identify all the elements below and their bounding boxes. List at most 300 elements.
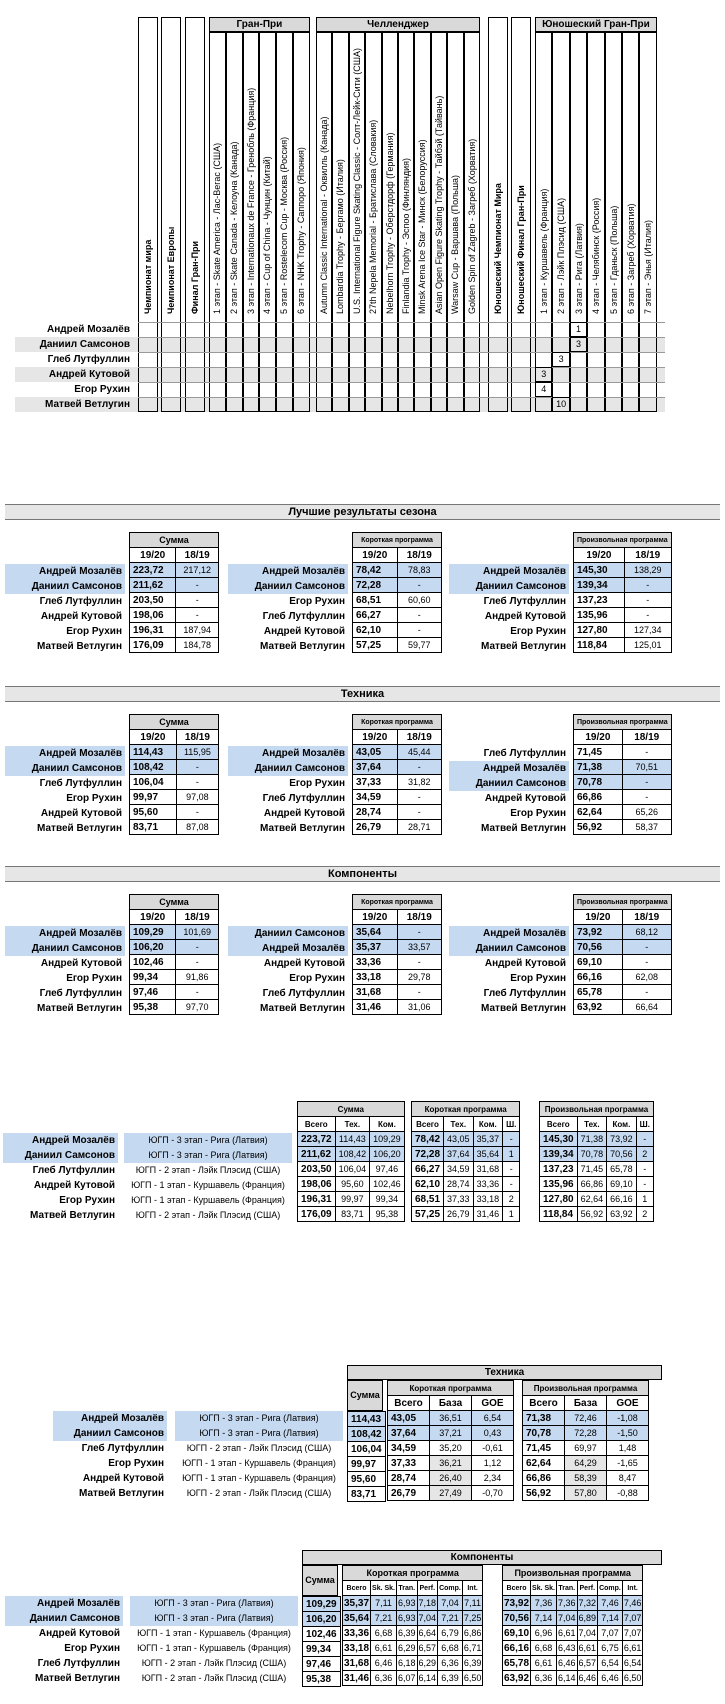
detail3-value: 6,93 <box>397 1611 418 1626</box>
skater-name: Глеб Лутфуллин <box>262 988 345 999</box>
detail-value: 69,10 <box>607 1177 637 1192</box>
detail3-col-label: Sk. Sk. <box>531 1581 557 1596</box>
score-current: 95,38 <box>130 1000 176 1015</box>
score-previous: - <box>176 985 219 1000</box>
score-previous: - <box>176 760 218 775</box>
detail3-value: 6,29 <box>417 1656 438 1671</box>
detail3-col-label: Int. <box>462 1581 483 1596</box>
event-name: ЮГП - 1 этап - Куршавель (Франция) <box>137 1628 291 1638</box>
detail3-value: 6,14 <box>417 1671 438 1686</box>
detail3-value: 6,96 <box>531 1626 557 1641</box>
score-current: 43,05 <box>353 745 398 760</box>
detail2-value: -1,50 <box>607 1426 649 1441</box>
detail-value: 26,79 <box>444 1207 474 1222</box>
detail3-sum-value: 102,46 <box>303 1627 341 1642</box>
detail2-value: 0,43 <box>472 1426 514 1441</box>
score-previous: 138,29 <box>624 563 671 578</box>
column-single-2-label: Финал Гран-При <box>190 240 200 314</box>
score-current: 95,60 <box>130 805 177 820</box>
detail2-value: 26,40 <box>430 1471 472 1486</box>
detail3-value: 6,57 <box>577 1656 598 1671</box>
detail3-col-label: Comp. <box>438 1581 463 1596</box>
detail3-value: 7,04 <box>577 1626 598 1641</box>
detail2-group-header: Короткая программа <box>388 1381 514 1396</box>
season-row <box>574 910 672 925</box>
table-row <box>353 970 442 985</box>
skater-name: Егор Рухин <box>510 808 566 819</box>
season-row <box>353 730 442 745</box>
detail-value: 33,36 <box>473 1177 503 1192</box>
detail3-sum-row <box>303 1657 341 1672</box>
column-event-1-7-label: Asian Open Figure Skating Trophy - Тайбэй (Тайвань) <box>433 95 444 314</box>
detail3-sum-row <box>303 1627 341 1642</box>
score-previous: 31,82 <box>397 775 442 790</box>
detail-value: 37,33 <box>444 1192 474 1207</box>
detail3-sum-row <box>303 1642 341 1657</box>
detail3-value: 6,07 <box>397 1671 418 1686</box>
detail3-value: 6,68 <box>371 1626 397 1641</box>
score-previous: 59,77 <box>397 638 442 653</box>
season-row <box>130 548 219 563</box>
detail-value: 137,23 <box>540 1162 578 1177</box>
skater-name: Матвей Ветлугин <box>260 641 345 652</box>
detail2-value: 71,45 <box>523 1441 565 1456</box>
detail2-sum-value: 83,71 <box>348 1487 386 1502</box>
season-label: 18/19 <box>397 910 442 925</box>
skater-name: Андрей Кутовой <box>484 958 566 969</box>
season-label: 19/20 <box>353 730 398 745</box>
score-previous: - <box>397 623 442 638</box>
detail3-value: 7,46 <box>622 1596 643 1611</box>
place-cell: 3 <box>570 337 587 352</box>
score-previous: - <box>397 925 442 940</box>
score-current: 198,06 <box>130 608 176 623</box>
place-cell: 1 <box>570 322 587 337</box>
score-previous: - <box>176 608 219 623</box>
detail3-value: 6,54 <box>622 1656 643 1671</box>
score-previous: 97,70 <box>176 1000 219 1015</box>
detail2-value: 8,47 <box>607 1471 649 1486</box>
detail3-sum-value: 97,46 <box>303 1657 341 1672</box>
event-name: ЮГП - 2 этап - Лэйк Плэсид (США) <box>141 1658 287 1668</box>
skater-name: Андрей Кутовой <box>263 958 345 969</box>
score-previous: - <box>622 955 671 970</box>
season-label: 19/20 <box>130 910 176 925</box>
detail-value: 62,64 <box>577 1192 607 1207</box>
detail2-sub-row <box>523 1396 649 1411</box>
detail2-value: 35,20 <box>430 1441 472 1456</box>
detail-col-label: Ком. <box>370 1117 405 1132</box>
detail2-row <box>523 1411 649 1426</box>
column-event-2-6-label: 7 этап - Энья (Италия) <box>643 220 654 314</box>
score-previous: 28,71 <box>397 820 442 835</box>
detail-group-header: Короткая программа <box>412 1102 520 1117</box>
score-previous: 101,69 <box>176 925 219 940</box>
table-row <box>574 760 672 775</box>
detail-group-header: Сумма <box>298 1102 405 1117</box>
detail3-value: 6,68 <box>531 1641 557 1656</box>
table-row <box>574 925 672 940</box>
detail3-value: 6,61 <box>371 1641 397 1656</box>
season-label: 18/19 <box>176 910 219 925</box>
skater-name: Даниил Самсонов <box>5 761 125 776</box>
detail-value: - <box>636 1177 653 1192</box>
table-row <box>130 608 219 623</box>
detail-row <box>540 1177 654 1192</box>
detail-row <box>298 1207 405 1222</box>
detail2-sub-row <box>388 1396 514 1411</box>
detail-value: 114,43 <box>335 1132 370 1147</box>
season-table <box>129 532 219 653</box>
table-row <box>353 638 442 653</box>
detail3-value: 6,14 <box>557 1671 578 1686</box>
detail3-value: 6,93 <box>397 1596 418 1611</box>
detail-header-row <box>540 1102 654 1117</box>
detail2-sum-value: 99,97 <box>348 1457 386 1472</box>
detail3-value: 6,79 <box>438 1626 463 1641</box>
season-label: 18/19 <box>397 730 442 745</box>
score-previous: - <box>176 955 219 970</box>
detail3-value: 33,18 <box>344 1642 370 1654</box>
score-current: 57,25 <box>353 638 398 653</box>
detail3-value: 7,04 <box>417 1611 438 1626</box>
detail2-value: 62,64 <box>523 1456 565 1471</box>
skater-name: Егор Рухин <box>510 626 566 637</box>
score-previous: - <box>397 760 442 775</box>
table-row <box>130 563 219 578</box>
skater-name: Андрей Мозалёв <box>3 1133 118 1148</box>
score-current: 34,59 <box>353 790 398 805</box>
score-current: 99,97 <box>130 790 177 805</box>
detail2-group-header: Произвольная программа <box>523 1381 649 1396</box>
detail-row <box>540 1132 654 1147</box>
skater-name: Даниил Самсонов <box>228 761 348 776</box>
table-row <box>130 578 219 593</box>
season-label: 19/20 <box>574 548 625 563</box>
detail-row <box>540 1207 654 1222</box>
row-line <box>138 382 665 383</box>
skater-name: Даниил Самсонов <box>449 941 569 956</box>
table-row <box>574 623 672 638</box>
score-current: 37,64 <box>353 760 398 775</box>
detail2-sum-row <box>348 1472 386 1487</box>
table-row <box>353 760 442 775</box>
detail3-value: 6,46 <box>557 1656 578 1671</box>
detail-header-row <box>298 1102 405 1117</box>
skater-name: Андрей Мозалёв <box>5 926 125 941</box>
table-header-row <box>353 533 442 548</box>
detail2-value: 37,64 <box>388 1426 430 1441</box>
skater-name: Андрей Мозалёв <box>228 564 348 579</box>
table-row <box>574 608 672 623</box>
detail3-value: 6,46 <box>371 1656 397 1671</box>
detail2-value: 27,49 <box>430 1486 472 1501</box>
skater-name: Даниил Самсонов <box>5 941 125 956</box>
season-label: 18/19 <box>622 730 671 745</box>
column-event-2-0-label: 1 этап - Куршавель (Франция) <box>539 188 549 314</box>
detail3-row <box>503 1656 643 1671</box>
column-event-1-5-label: Finlandia Trophy - Эспоо (Финляндия) <box>401 158 411 314</box>
score-previous: - <box>397 578 442 593</box>
season-row <box>353 910 442 925</box>
detail3-sum-row <box>303 1612 341 1627</box>
score-previous: 60,60 <box>397 593 442 608</box>
column-event-1-9-label: Golden Spin of Zagreb - Загреб (Хорватия) <box>466 138 477 314</box>
skater-name: Андрей Мозалёв <box>5 564 125 579</box>
score-previous: 68,12 <box>622 925 671 940</box>
detail-value: 34,59 <box>444 1162 474 1177</box>
detail-col-label: Тех. <box>577 1117 607 1132</box>
score-current: 26,79 <box>353 820 398 835</box>
detail-value: 66,86 <box>577 1177 607 1192</box>
column-event-0-2-label: 3 этап - Internationaux de France - Гренобль (Франция) <box>245 87 256 314</box>
score-previous: - <box>624 608 671 623</box>
table-row <box>130 820 219 835</box>
detail3-value: 66,16 <box>504 1642 530 1654</box>
score-previous: 184,78 <box>176 638 219 653</box>
detail-row <box>540 1147 654 1162</box>
score-previous: 62,08 <box>622 970 671 985</box>
season-table <box>129 714 219 835</box>
column-event-0-3-label: 4 этап - Cup of China - Чунцин (Китай) <box>262 156 273 314</box>
score-current: 56,92 <box>574 820 623 835</box>
event-name: ЮГП - 3 этап - Рига (Латвия) <box>124 1133 292 1148</box>
skater-name: Матвей Ветлугин <box>37 823 122 834</box>
score-previous: 97,08 <box>176 790 218 805</box>
season-label: 18/19 <box>624 548 671 563</box>
detail-value: 99,97 <box>335 1192 370 1207</box>
event-name: ЮГП - 3 этап - Рига (Латвия) <box>130 1596 298 1611</box>
detail-value: 109,29 <box>370 1132 405 1147</box>
season-label: 19/20 <box>353 910 398 925</box>
detail2-sum-value: 106,04 <box>348 1442 386 1457</box>
detail3-col-label: Tran. <box>557 1581 578 1596</box>
detail-col-label: Ком. <box>473 1117 503 1132</box>
detail3-col-label: Tran. <box>397 1581 418 1596</box>
row-line <box>138 352 665 353</box>
detail-value: - <box>503 1177 520 1192</box>
score-previous: - <box>622 985 671 1000</box>
score-previous: 87,08 <box>176 820 218 835</box>
detail3-value: 7,14 <box>531 1611 557 1626</box>
season-row <box>130 730 219 745</box>
score-previous: 127,34 <box>624 623 671 638</box>
event-name: ЮГП - 1 этап - Куршавель (Франция) <box>137 1643 291 1653</box>
detail-value: 73,92 <box>607 1132 637 1147</box>
detail3-value: 6,46 <box>598 1671 623 1686</box>
detail3-row <box>343 1656 483 1671</box>
detail2-col-label: GOE <box>607 1396 649 1411</box>
table-row <box>130 955 219 970</box>
detail3-row <box>343 1641 483 1656</box>
detail3-value: 6,39 <box>462 1656 483 1671</box>
skater-name: Матвей Ветлугин <box>481 641 566 652</box>
score-current: 69,10 <box>574 955 623 970</box>
season-table <box>352 714 442 835</box>
skater-name: Андрей Кутовой <box>82 1473 164 1484</box>
detail3-row <box>343 1626 483 1641</box>
detail3-value: 7,21 <box>371 1611 397 1626</box>
score-previous: 91,86 <box>176 970 219 985</box>
table-header-row <box>574 895 672 910</box>
detail3-row <box>503 1611 643 1626</box>
detail2-row <box>388 1471 514 1486</box>
event-name: ЮГП - 2 этап - Лэйк Плэсид (США) <box>141 1673 287 1683</box>
skater-name: Андрей Кутовой <box>38 1628 120 1639</box>
detail-value: 78,42 <box>412 1132 444 1147</box>
table-row <box>353 955 442 970</box>
table-row <box>574 775 672 790</box>
skater-name: Андрей Мозалёв <box>228 941 348 956</box>
score-current: 78,42 <box>353 563 398 578</box>
skater-name: Егор Рухин <box>66 793 122 804</box>
column-event-2-4-label: 5 этап - Гданьск (Польша) <box>608 205 619 314</box>
detail3-value: 6,61 <box>531 1656 557 1671</box>
score-previous: - <box>176 593 219 608</box>
skater-name: Андрей Кутовой <box>263 808 345 819</box>
score-current: 118,84 <box>574 638 625 653</box>
score-current: 70,78 <box>574 775 623 790</box>
detail3-sum-row <box>303 1597 341 1612</box>
detail-row <box>298 1132 405 1147</box>
table-row <box>353 925 442 940</box>
table-row <box>574 745 672 760</box>
detail-value: 71,38 <box>577 1132 607 1147</box>
detail-row <box>540 1162 654 1177</box>
score-current: 63,92 <box>574 1000 623 1015</box>
detail3-value: 73,92 <box>504 1597 530 1609</box>
score-previous: - <box>622 775 671 790</box>
detail-value: 31,68 <box>473 1162 503 1177</box>
column-event-2-2-label: 3 этап - Рига (Латвия) <box>573 223 584 314</box>
score-previous: - <box>622 745 671 760</box>
skater-name: Андрей Кутовой <box>33 1180 115 1191</box>
season-table <box>352 532 442 653</box>
detail3-value: 6,89 <box>577 1611 598 1626</box>
detail-value: 106,04 <box>335 1162 370 1177</box>
detail2-row <box>388 1486 514 1501</box>
detail-value: 43,05 <box>444 1132 474 1147</box>
detail-group-header: Произвольная программа <box>540 1102 654 1117</box>
score-current: 73,92 <box>574 925 623 940</box>
detail3-sub-row <box>343 1581 483 1596</box>
skater-name: Матвей Ветлугин <box>79 1488 164 1499</box>
detail2-value: 28,74 <box>388 1471 430 1486</box>
group-header-1: Челленджер <box>316 17 480 32</box>
table-header: Произвольная программа <box>574 533 672 548</box>
skater-name: Егор Рухин <box>510 973 566 984</box>
skater-name: Егор Рухин <box>66 973 122 984</box>
detail-value: 2 <box>636 1207 653 1222</box>
table-row <box>353 608 442 623</box>
season-label: 18/19 <box>397 548 442 563</box>
detail2-value: 66,86 <box>523 1471 565 1486</box>
place-cell: 4 <box>535 382 552 397</box>
detail2-col-label: База <box>430 1396 472 1411</box>
score-current: 83,71 <box>130 820 177 835</box>
detail3-value: 31,46 <box>344 1672 370 1684</box>
detail3-sum-table <box>302 1596 341 1687</box>
season-table <box>573 532 672 653</box>
skater-name: Даниил Самсонов <box>449 579 569 594</box>
detail3-sum-value: 109,29 <box>303 1597 341 1612</box>
detail3-value: 7,36 <box>531 1596 557 1611</box>
detail-sub-row <box>540 1117 654 1132</box>
detail-row <box>298 1147 405 1162</box>
group-header-2: Юношеский Гран-При <box>535 17 657 32</box>
table-row <box>353 940 442 955</box>
event-name: ЮГП - 1 этап - Куршавель (Франция) <box>182 1473 336 1483</box>
detail2-value: -0,61 <box>472 1441 514 1456</box>
detail3-value: 6,36 <box>531 1671 557 1686</box>
detail2-sum-row <box>348 1457 386 1472</box>
detail3-row <box>343 1611 483 1626</box>
score-current: 33,36 <box>353 955 398 970</box>
detail-row <box>298 1177 405 1192</box>
detail-value: 145,30 <box>540 1132 578 1147</box>
detail2-value: -1,65 <box>607 1456 649 1471</box>
table-row <box>353 623 442 638</box>
detail2-col-label: Всего <box>388 1396 430 1411</box>
score-current: 35,37 <box>353 940 398 955</box>
table-header: Сумма <box>130 533 219 548</box>
detail3-value: 6,46 <box>577 1671 598 1686</box>
score-current: 62,64 <box>574 805 623 820</box>
event-name: ЮГП - 3 этап - Рига (Латвия) <box>130 1611 298 1626</box>
detail3-value: 6,75 <box>598 1641 623 1656</box>
detail3-value: 7,04 <box>438 1596 463 1611</box>
detail-header-row <box>412 1102 520 1117</box>
detail3-value: 7,25 <box>462 1611 483 1626</box>
detail3-value: 6,50 <box>462 1671 483 1686</box>
detail-value: 63,92 <box>607 1207 637 1222</box>
season-table <box>129 894 219 1015</box>
table-row <box>353 745 442 760</box>
detail-value: 196,31 <box>298 1192 336 1207</box>
detail-value: 72,28 <box>412 1147 444 1162</box>
detail2-value: 36,21 <box>430 1456 472 1471</box>
detail2-sum-row <box>348 1442 386 1457</box>
score-current: 127,80 <box>574 623 625 638</box>
skater-name: Андрей Мозалёв <box>449 761 569 776</box>
score-current: 135,96 <box>574 608 625 623</box>
score-current: 66,16 <box>574 970 623 985</box>
table-row <box>574 593 672 608</box>
skater-name: Андрей Мозалёв <box>5 746 125 761</box>
table-row <box>574 805 672 820</box>
detail2-value: 57,80 <box>565 1486 607 1501</box>
season-label: 19/20 <box>574 730 623 745</box>
detail3-value: 7,04 <box>557 1611 578 1626</box>
season-label: 18/19 <box>176 548 219 563</box>
event-name: ЮГП - 2 этап - Лэйк Плэсид (США) <box>186 1443 332 1453</box>
column-single-1-label: Чемпионат Европы <box>166 226 176 314</box>
event-name: ЮГП - 2 этап - Лэйк Плэсид (США) <box>186 1488 332 1498</box>
table-row <box>353 790 442 805</box>
detail2-value: -0,70 <box>472 1486 514 1501</box>
skater-name: Матвей Ветлугин <box>37 641 122 652</box>
column-event-1-4-label: Nebelhorn Trophy - Оберстдорф (Германия) <box>384 132 395 314</box>
score-current: 137,23 <box>574 593 625 608</box>
season-row <box>130 910 219 925</box>
detail2-value: 58,39 <box>565 1471 607 1486</box>
detail3-value: 7,11 <box>462 1596 483 1611</box>
detail2-value: 34,59 <box>388 1441 430 1456</box>
detail2-value: -1,08 <box>607 1411 649 1426</box>
column-event-1-0-label: Autumn Classic International - Оквилль (Канада) <box>319 116 329 314</box>
event-name: ЮГП - 2 этап - Лэйк Плэсид (США) <box>135 1165 281 1175</box>
detail3-value: 6,43 <box>557 1641 578 1656</box>
